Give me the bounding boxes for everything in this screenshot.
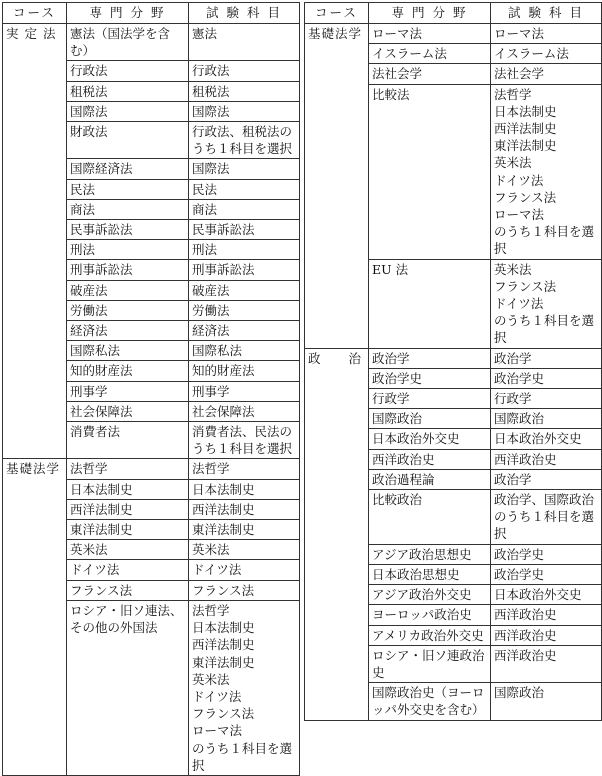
- course-cell: [305, 564, 369, 584]
- course-cell: [3, 479, 67, 499]
- table-row: [3, 560, 300, 580]
- table-row: [305, 605, 602, 625]
- subject-cell: 国際政治: [491, 409, 602, 429]
- subject-cell: 刑事訴訟法: [189, 260, 300, 280]
- table-row: [3, 240, 300, 260]
- subject-cell: 政治学、国際政治のうち１科目を選択: [491, 490, 602, 545]
- course-cell: [3, 61, 67, 81]
- subject-cell: 政治学史: [491, 368, 602, 388]
- table-row: [305, 449, 602, 469]
- field-cell: ヨーロッパ政治史: [369, 605, 491, 625]
- subject-cell: 民法: [189, 179, 300, 199]
- course-cell: [305, 490, 369, 545]
- table-row: [3, 600, 300, 775]
- subject-cell: 法哲学 日本法制史 西洋法制史 東洋法制史 英米法 ドイツ法 フランス法 ローマ法 のうち１科目を選択: [189, 600, 300, 775]
- course-cell: [305, 368, 369, 388]
- subject-cell: 行政学: [491, 389, 602, 409]
- field-cell: 労働法: [67, 300, 189, 320]
- subject-cell: 消費者法、民法のうち１科目を選択: [189, 422, 300, 459]
- field-header: 専 門 分 野: [369, 3, 491, 24]
- course-cell: [3, 220, 67, 240]
- field-cell: 比較政治: [369, 490, 491, 545]
- course-cell: [3, 540, 67, 560]
- field-cell: 経済法: [67, 321, 189, 341]
- subject-cell: 行政法、租税法のうち１科目を選択: [189, 122, 300, 159]
- subject-cell: 刑事学: [189, 381, 300, 401]
- subject-cell: 東洋法制史: [189, 520, 300, 540]
- course-cell: [3, 101, 67, 121]
- subject-cell: 国際法: [189, 159, 300, 179]
- subject-cell: 政治学: [491, 348, 602, 368]
- subject-cell: 民事訴訟法: [189, 220, 300, 240]
- table-row: [305, 683, 602, 720]
- course-cell: [305, 625, 369, 645]
- field-cell: 政治学: [369, 348, 491, 368]
- table-row: [305, 625, 602, 645]
- table-row: [305, 409, 602, 429]
- field-cell: 比較法: [369, 84, 491, 259]
- subject-cell: 政治学: [491, 469, 602, 489]
- table-row: [305, 84, 602, 259]
- table-row: [3, 540, 300, 560]
- course-header: コース: [3, 3, 67, 24]
- field-cell: アメリカ政治外交史: [369, 625, 491, 645]
- course-cell: [305, 44, 369, 64]
- subject-cell: 国際私法: [189, 341, 300, 361]
- table-row: [305, 429, 602, 449]
- table-row: [305, 544, 602, 564]
- field-cell: 民事訴訟法: [67, 220, 189, 240]
- table-row: [305, 490, 602, 545]
- subject-cell: 英米法 フランス法 ドイツ法 のうち１科目を選択: [491, 259, 602, 348]
- field-cell: 東洋法制史: [67, 520, 189, 540]
- field-cell: 刑事訴訟法: [67, 260, 189, 280]
- table-row: [3, 81, 300, 101]
- table-row: [3, 101, 300, 121]
- course-cell: [3, 341, 67, 361]
- subject-header: 試 験 科 目: [189, 3, 300, 24]
- table-row: [3, 179, 300, 199]
- table-row: [3, 341, 300, 361]
- course-cell: [3, 280, 67, 300]
- table-row: [305, 585, 602, 605]
- field-header: 専 門 分 野: [67, 3, 189, 24]
- course-cell: 政 治: [305, 348, 369, 368]
- table-row: [3, 479, 300, 499]
- table-row: [305, 64, 602, 84]
- field-cell: 社会保障法: [67, 401, 189, 421]
- course-cell: [3, 122, 67, 159]
- subject-cell: 租税法: [189, 81, 300, 101]
- table-row: [3, 159, 300, 179]
- table-row: [3, 580, 300, 600]
- subject-cell: 経済法: [189, 321, 300, 341]
- course-cell: [3, 422, 67, 459]
- table-row: [3, 220, 300, 240]
- field-cell: アジア政治外交史: [369, 585, 491, 605]
- table-row: [305, 259, 602, 348]
- course-cell: [305, 544, 369, 564]
- subject-cell: 西洋法制史: [189, 499, 300, 519]
- field-cell: ローマ法: [369, 24, 491, 44]
- table-row: [3, 520, 300, 540]
- subject-cell: 西洋政治史: [491, 605, 602, 625]
- subject-cell: 法哲学 日本法制史 西洋法制史 東洋法制史 英米法 ドイツ法 フランス法 ローマ法 のうち１科目を選択: [491, 84, 602, 259]
- subject-cell: 法社会学: [491, 64, 602, 84]
- course-cell: [305, 683, 369, 720]
- subject-cell: フランス法: [189, 580, 300, 600]
- subject-header: 試 験 科 目: [491, 3, 602, 24]
- left-table-panel: [2, 2, 299, 776]
- field-cell: 国際私法: [67, 341, 189, 361]
- course-cell: [3, 240, 67, 260]
- course-cell: [305, 84, 369, 259]
- field-cell: 刑法: [67, 240, 189, 260]
- table-row: [305, 24, 602, 44]
- subject-cell: 商法: [189, 199, 300, 219]
- subject-cell: 日本政治外交史: [491, 585, 602, 605]
- course-cell: [305, 469, 369, 489]
- field-cell: 国際法: [67, 101, 189, 121]
- field-cell: 政治学史: [369, 368, 491, 388]
- course-cell: [3, 600, 67, 775]
- field-cell: 政治過程論: [369, 469, 491, 489]
- table-row: [3, 24, 300, 61]
- table-row: [3, 381, 300, 401]
- subject-cell: 刑法: [189, 240, 300, 260]
- table-row: [3, 300, 300, 320]
- subject-cell: ローマ法: [491, 24, 602, 44]
- course-cell: [3, 361, 67, 381]
- field-cell: 法哲学: [67, 459, 189, 479]
- subject-cell: 政治学史: [491, 564, 602, 584]
- course-cell: [305, 605, 369, 625]
- course-cell: [305, 645, 369, 682]
- course-cell: [305, 449, 369, 469]
- field-cell: ロシア・旧ソ連法、その他の外国法: [67, 600, 189, 775]
- course-header: コース: [305, 3, 369, 24]
- course-cell: [3, 199, 67, 219]
- table-row: [305, 368, 602, 388]
- field-cell: 知的財産法: [67, 361, 189, 381]
- table-row: [3, 401, 300, 421]
- subject-cell: 日本政治外交史: [491, 429, 602, 449]
- subject-cell: 西洋政治史: [491, 645, 602, 682]
- table-row: [3, 122, 300, 159]
- field-cell: 英米法: [67, 540, 189, 560]
- field-cell: 憲法（国法学を含む）: [67, 24, 189, 61]
- subject-cell: 西洋政治史: [491, 625, 602, 645]
- field-cell: 行政法: [67, 61, 189, 81]
- field-cell: 行政学: [369, 389, 491, 409]
- right-table-panel: [304, 2, 601, 721]
- subject-cell: 国際政治: [491, 683, 602, 720]
- table-row: [305, 44, 602, 64]
- subject-cell: 英米法: [189, 540, 300, 560]
- table-row: [3, 260, 300, 280]
- course-cell: [305, 585, 369, 605]
- table-row: [3, 361, 300, 381]
- course-cell: 基礎法学: [3, 459, 67, 479]
- course-cell: [3, 159, 67, 179]
- course-cell: [3, 381, 67, 401]
- field-cell: 日本政治思想史: [369, 564, 491, 584]
- subject-cell: 労働法: [189, 300, 300, 320]
- field-cell: 民法: [67, 179, 189, 199]
- subject-cell: 政治学史: [491, 544, 602, 564]
- field-cell: ロシア・旧ソ連政治史: [369, 645, 491, 682]
- subject-cell: ドイツ法: [189, 560, 300, 580]
- field-cell: ドイツ法: [67, 560, 189, 580]
- course-cell: 実 定 法: [3, 24, 67, 61]
- course-cell: [305, 409, 369, 429]
- field-cell: アジア政治思想史: [369, 544, 491, 564]
- course-cell: [3, 321, 67, 341]
- field-cell: 日本政治外交史: [369, 429, 491, 449]
- course-cell: [3, 520, 67, 540]
- subject-cell: 社会保障法: [189, 401, 300, 421]
- table-row: [305, 645, 602, 682]
- subject-cell: 知的財産法: [189, 361, 300, 381]
- field-cell: 消費者法: [67, 422, 189, 459]
- field-cell: イスラーム法: [369, 44, 491, 64]
- table-row: [305, 389, 602, 409]
- course-cell: [305, 259, 369, 348]
- field-cell: フランス法: [67, 580, 189, 600]
- table-row: [3, 280, 300, 300]
- field-cell: 西洋政治史: [369, 449, 491, 469]
- table-row: [3, 499, 300, 519]
- field-cell: 商法: [67, 199, 189, 219]
- exam-subject-table: [304, 2, 602, 721]
- course-cell: [3, 580, 67, 600]
- subject-cell: 憲法: [189, 24, 300, 61]
- subject-cell: 行政法: [189, 61, 300, 81]
- table-row: [3, 321, 300, 341]
- field-cell: 租税法: [67, 81, 189, 101]
- field-cell: 法社会学: [369, 64, 491, 84]
- subject-cell: 破産法: [189, 280, 300, 300]
- subject-cell: 法哲学: [189, 459, 300, 479]
- table-row: [305, 348, 602, 368]
- field-cell: 国際政治史（ヨーロッパ外交史を含む）: [369, 683, 491, 720]
- course-cell: [305, 389, 369, 409]
- subject-cell: イスラーム法: [491, 44, 602, 64]
- subject-cell: 西洋政治史: [491, 449, 602, 469]
- course-cell: [305, 429, 369, 449]
- exam-subject-table: [2, 2, 300, 776]
- subject-cell: 日本法制史: [189, 479, 300, 499]
- table-row: [3, 61, 300, 81]
- course-cell: [3, 260, 67, 280]
- course-cell: [3, 560, 67, 580]
- field-cell: 刑事学: [67, 381, 189, 401]
- course-cell: [3, 499, 67, 519]
- field-cell: 西洋法制史: [67, 499, 189, 519]
- course-cell: [3, 401, 67, 421]
- course-cell: [3, 179, 67, 199]
- course-cell: [3, 300, 67, 320]
- field-cell: EU 法: [369, 259, 491, 348]
- table-row: [305, 564, 602, 584]
- table-row: [3, 459, 300, 479]
- field-cell: 国際政治: [369, 409, 491, 429]
- course-cell: 基礎法学: [305, 24, 369, 44]
- course-cell: [305, 64, 369, 84]
- table-row: [3, 199, 300, 219]
- field-cell: 破産法: [67, 280, 189, 300]
- course-cell: [3, 81, 67, 101]
- table-row: [305, 469, 602, 489]
- subject-cell: 国際法: [189, 101, 300, 121]
- field-cell: 日本法制史: [67, 479, 189, 499]
- field-cell: 財政法: [67, 122, 189, 159]
- table-row: [3, 422, 300, 459]
- field-cell: 国際経済法: [67, 159, 189, 179]
